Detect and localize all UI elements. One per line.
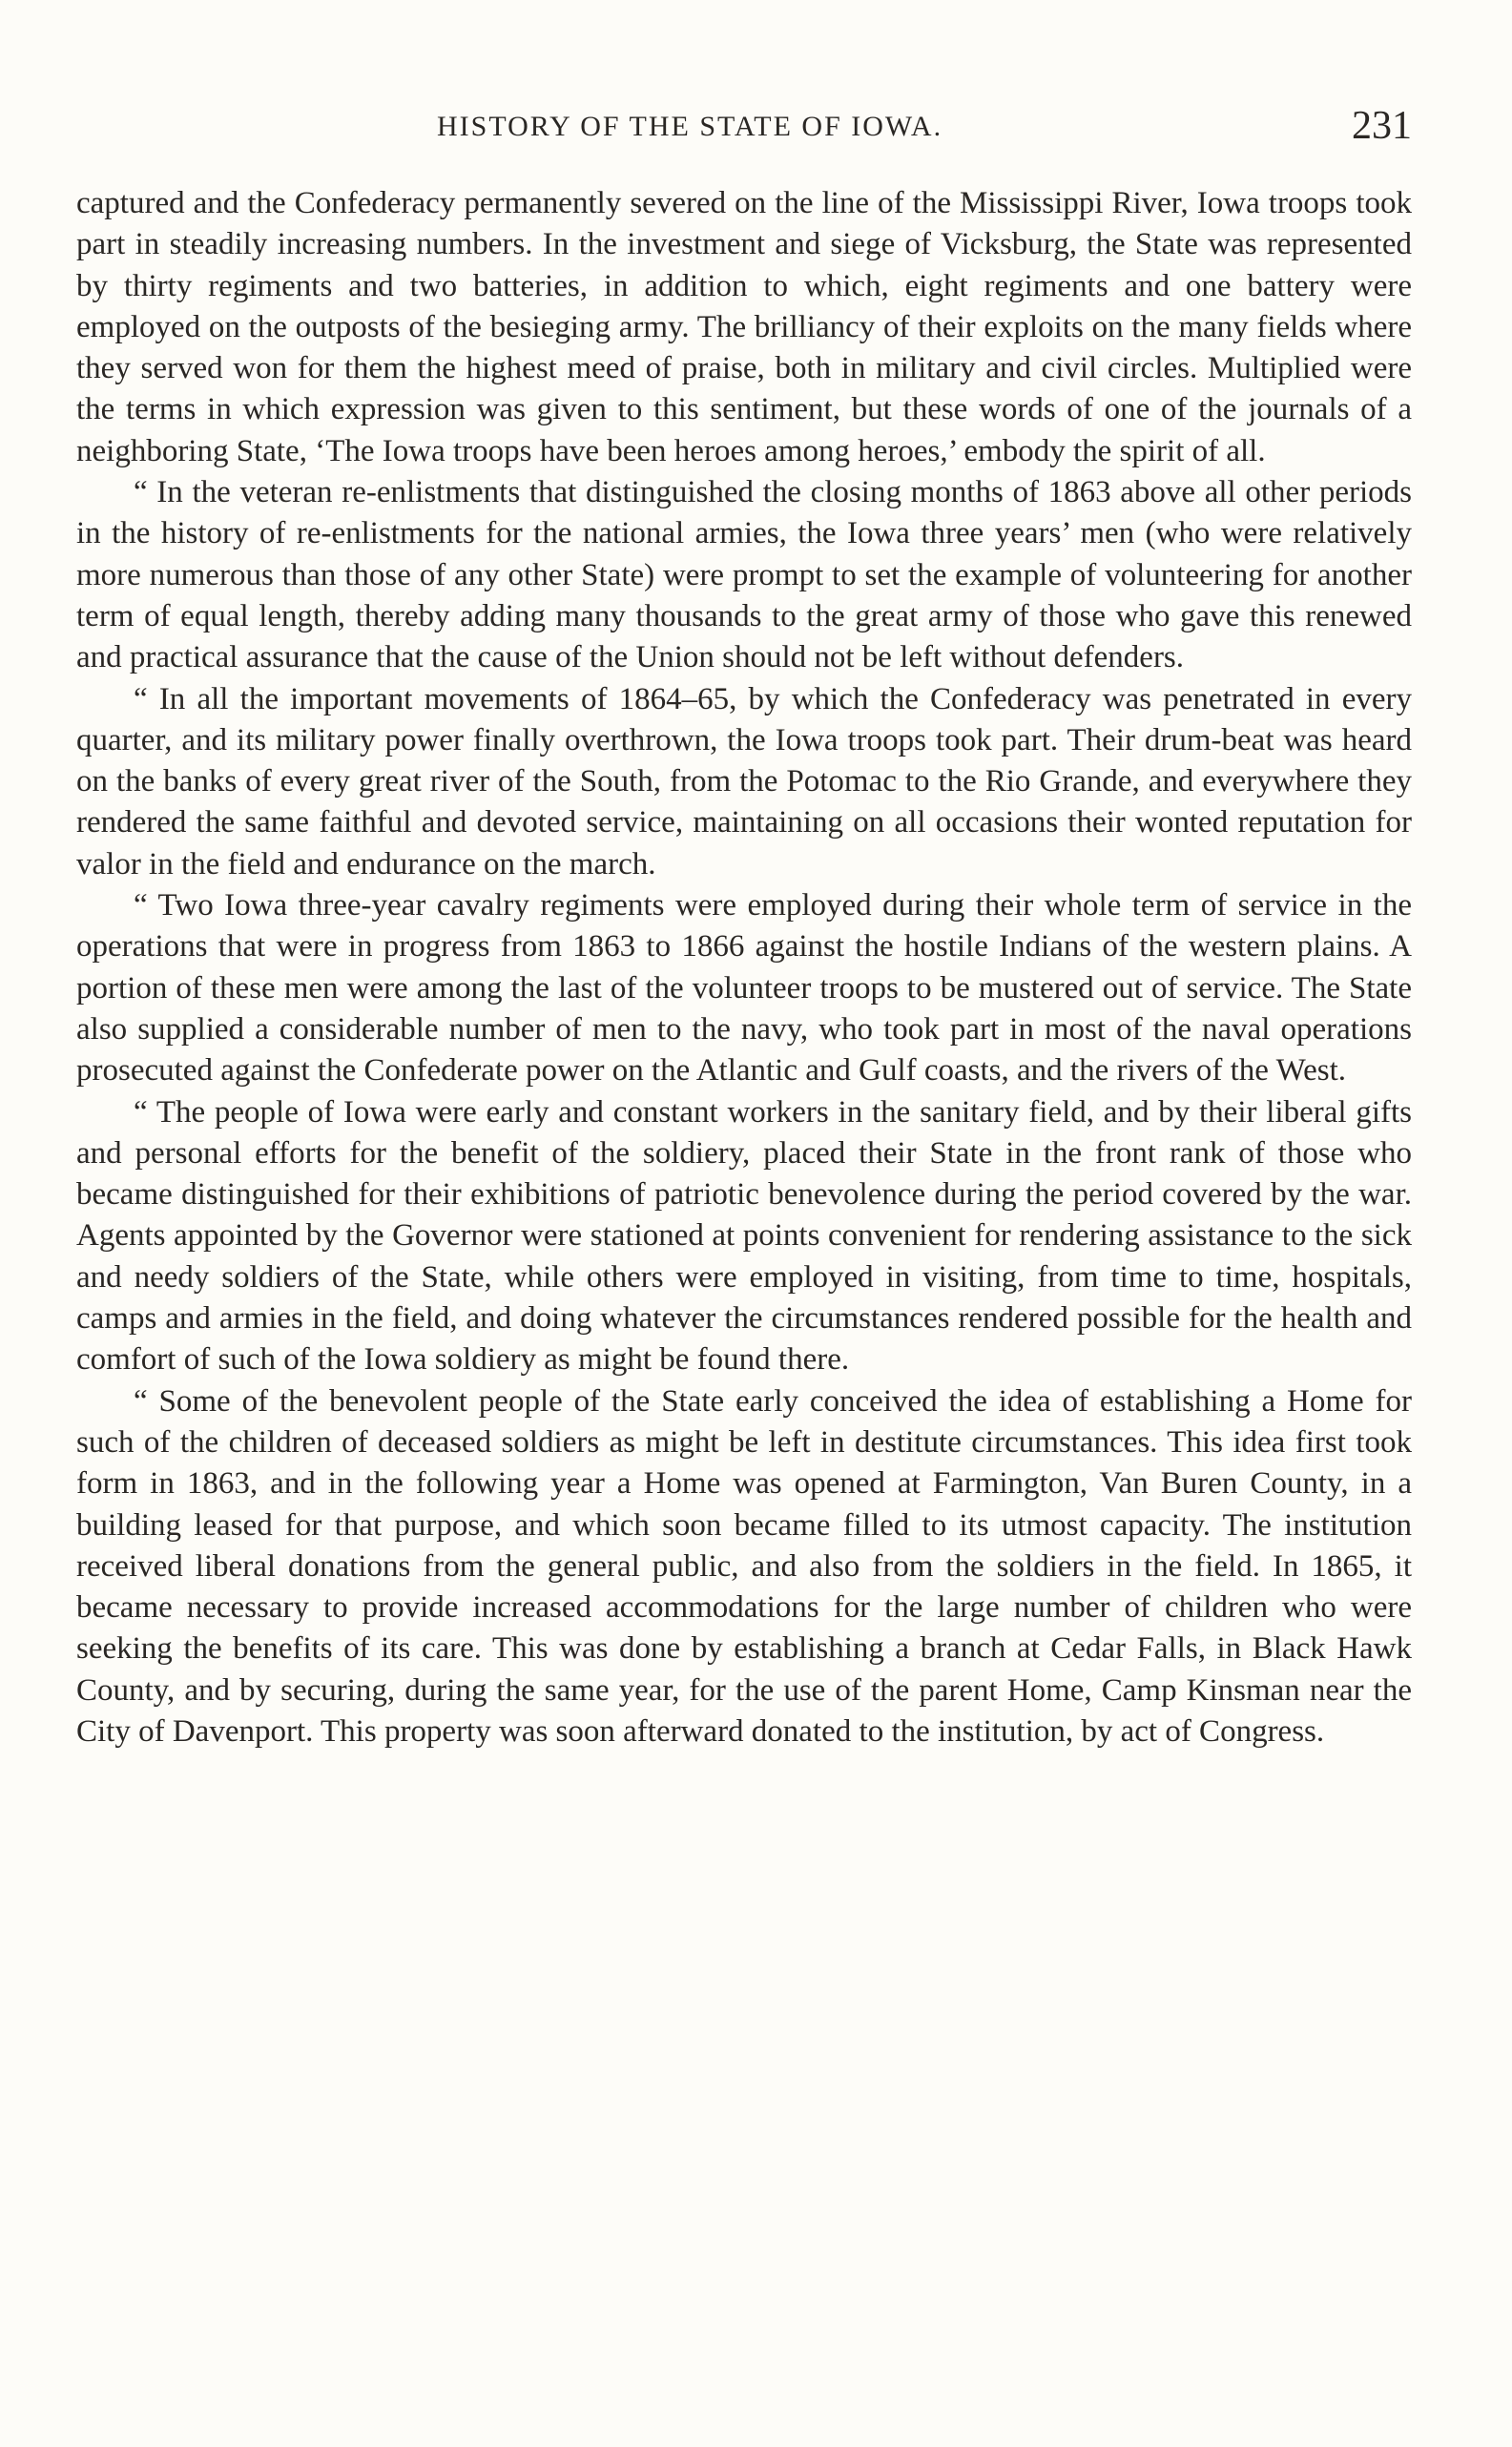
- running-head: [76, 103, 1412, 151]
- running-title: HISTORY OF THE STATE OF IOWA.: [437, 111, 943, 142]
- paragraph-cavalry-regiments: “ Two Iowa three-year cavalry regiments were employed during their whole term of service in the operations that were in progress from 1863 to 1866 against the hostile Indians of the western plains. A portion of these men were among the last of the volunteer troops to be mustered out of service. The State also supplied a considerable number of men to the navy, who took part in most of the naval operations prosecuted against the Confederate power on the Atlantic and Gulf coasts, and the rivers of the West.: [76, 888, 1412, 1089]
- page-number: 231: [1352, 104, 1412, 148]
- paragraph-veteran-reenlistments: “ In the veteran re-enlistments that distinguished the closing months of 1863 above all other periods in the history of re-enlistments for the national armies, the Iowa three years’ men (who were relatively more numerous than those of any other State) were prompt to set the example of volunteering for another term of equal length, thereby adding many thousands to the great army of those who gave this renewed and practical assurance that the cause of the Union should not be left without defenders.: [76, 475, 1412, 675]
- paragraph-continued: captured and the Confederacy permanently severed on the line of the Mississippi River, Iowa troops took part in steadily increasing numbers. In the investment and siege of Vicksburg, the State was represented by thirty regiments and two batteries, in addition to which, eight regiments and one battery were employed on the outposts of the besieging army. The brilliancy of their exploits on the many fields where they served won for them the highest meed of praise, both in military and civil circles. Multiplied were the terms in which expression was given to this sentiment, but these words of one of the journals of a neighboring State, ‘The Iowa troops have been heroes among heroes,’ embody the spirit of all.: [76, 186, 1412, 468]
- body-text: [76, 183, 1412, 1752]
- paragraph-movements-1864-65: “ In all the important movements of 1864–65, by which the Confederacy was penetrated in every quarter, and its military power finally overthrown, the Iowa troops took part. Their drum-beat was heard on the banks of every great river of the South, from the Potomac to the Rio Grande, and everywhere they rendered the same faithful and devoted service, maintaining on all occasions their wonted reputation for valor in the field and endurance on the march.: [76, 681, 1412, 881]
- paragraph-sanitary-field: “ The people of Iowa were early and constant workers in the sanitary field, and by their liberal gifts and personal efforts for the benefit of the soldiery, placed their State in the front rank of those who became distinguished for their exhibitions of patriotic benevolence during the period covered by the war. Agents appointed by the Governor were stationed at points convenient for rendering assistance to the sick and needy soldiers of the State, while others were employed in visiting, from time to time, hospitals, camps and armies in the field, and doing whatever the circumstances rendered possible for the health and comfort of such of the Iowa soldiery as might be found there.: [76, 1094, 1412, 1378]
- paragraph-soldiers-home: “ Some of the benevolent people of the State early conceived the idea of establishing a Home for such of the children of deceased soldiers as might be left in destitute circumstances. This idea first took form in 1863, and in the following year a Home was opened at Farmington, Van Buren County, in a building leased for that purpose, and which soon became filled to its utmost capacity. The institution received liberal donations from the general public, and also from the soldiers in the field. In 1865, it became necessary to provide increased accommodations for the large number of children who were seeking the benefits of its care. This was done by establishing a branch at Cedar Falls, in Black Hawk County, and by securing, during the same year, for the use of the parent Home, Camp Kinsman near the City of Davenport. This property was soon afterward donated to the institution, by act of Congress.: [76, 1383, 1412, 1749]
